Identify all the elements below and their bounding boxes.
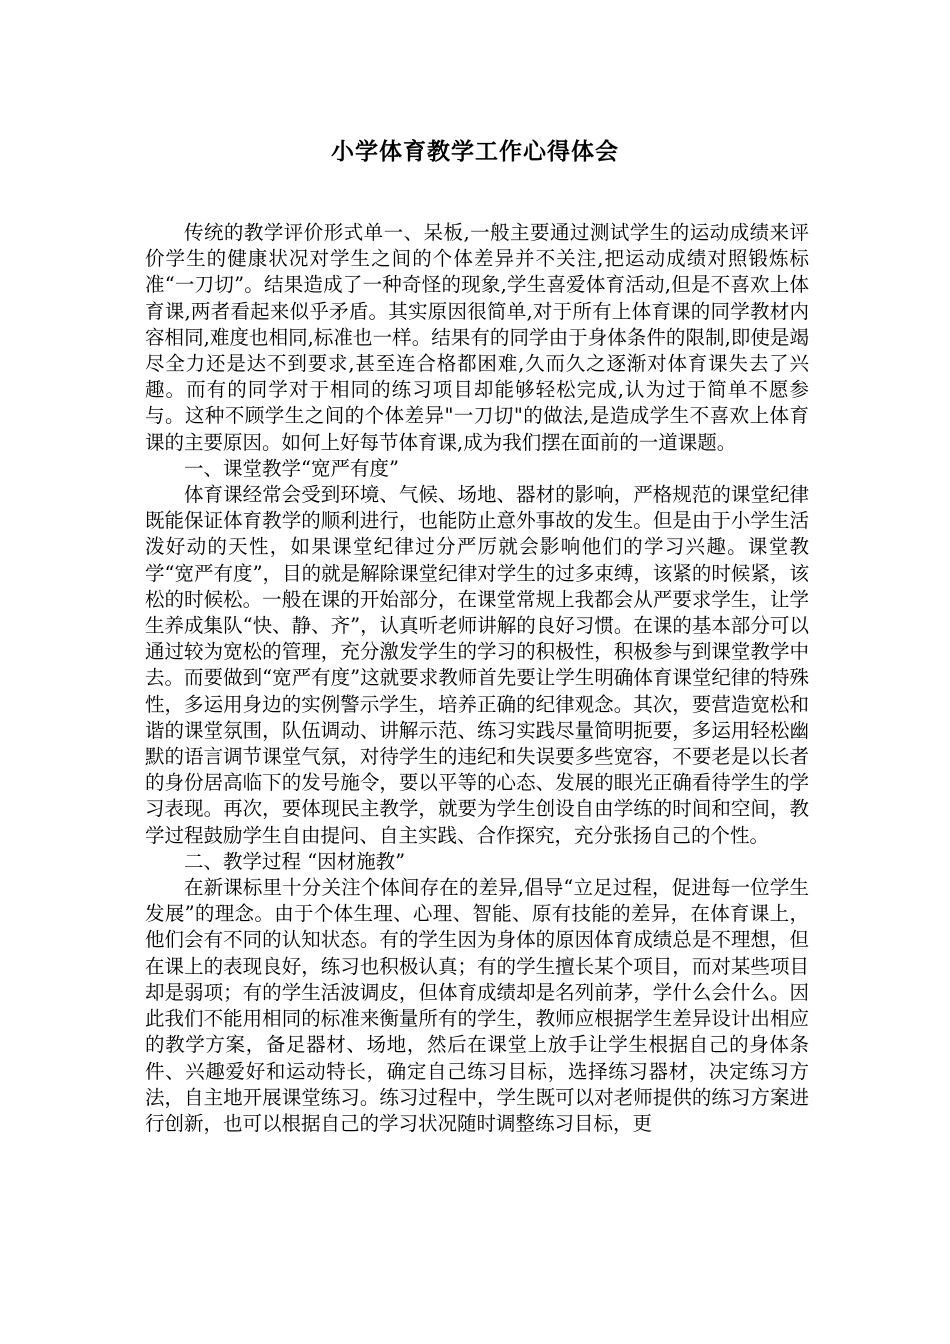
- section-heading-2: 二、教学过程 “因材施教”: [184, 849, 406, 873]
- document-title: 小学体育教学工作心得体会: [331, 139, 619, 165]
- paragraph-section-2: 在新课标里十分关注个体间存在的差异,倡导“立足过程，促进每一位学生发展”的理念。由于个体生理、心理、智能、原有技能的差异，在体育课上，他们会有不同的认知状态。有的学生因为身体的原因体育成绩总是不理想，但在课上的表现良好，练习也积极认真；有的学生擅长某个项目，而对某些项目却是弱项；有的学生活波调皮，但体育成绩却是名列前茅，学什么会什么。因此我们不能用相同的标准来衡量所有的学生，教师应根据学生差异设计出相应的教学方案，备足器材、场地，然后在课堂上放手让学生根据自己的身体条件、兴趣爱好和运动特长，确定自己练习目标，选择练习器材，决定练习方法，自主地开展课堂练习。练习过程中，学生既可以对老师提供的练习方案进行创新，也可以根据自己的学习状况随时调整练习目标，更: [145, 876, 809, 1135]
- paragraph-intro: 传统的教学评价形式单一、呆板,一般主要通过测试学生的运动成绩来评价学生的健康状况对学生之间的个体差异并不关注,把运动成绩对照锻炼标准“一刀切”。结果造成了一种奇怪的现象,学生喜爱体育活动,但是不喜欢上体育课,两者看起来似乎矛盾。其实原因很简单,对于所有上体育课的同学教材内容相同,难度也相同,标准也一样。结果有的同学由于身体条件的限制,即使是竭尽全力还是达不到要求,甚至连合格都困难,久而久之逐渐对体育课失去了兴趣。而有的同学对于相同的练习项目却能够轻松完成,认为过于简单不愿参与。这种不顾学生之间的个体差异"一刀切"的做法,是造成学生不喜欢上体育课的主要原因。如何上好每节体育课,成为我们摆在面前的一道课题。: [145, 221, 809, 454]
- section-heading-1: 一、课堂教学“宽严有度”: [184, 456, 399, 480]
- paragraph-section-1: 体育课经常会受到环境、气候、场地、器材的影响，严格规范的课堂纪律既能保证体育教学的顺利进行，也能防止意外事故的发生。但是由于小学生活泼好动的天性，如果课堂纪律过分严厉就会影响他们的学习兴趣。课堂教学“宽严有度”，目的就是解除课堂纪律对学生的过多束缚，该紧的时候紧，该松的时候松。一般在课的开始部分，在课堂常规上我都会从严要求学生，让学生养成集队“快、静、齐”，认真听老师讲解的良好习惯。在课的基本部分可以通过较为宽松的管理，充分激发学生的学习的积极性，积极参与到课堂教学中去。而要做到“宽严有度”这就要求教师首先要让学生明确体育课堂纪律的特殊性，多运用身边的实例警示学生，培养正确的纪律观念。其次，要营造宽松和谐的课堂氛围，队伍调动、讲解示范、练习实践尽量简明扼要，多运用轻松幽默的语言调节课堂气氛，对待学生的违纪和失误要多些宽容，不要老是以长者的身份居高临下的发号施令，要以平等的心态、发展的眼光正确看待学生的学习表现。再次，要体现民主教学，就要为学生创设自由学练的时间和空间，教学过程鼓励学生自由提问、自主实践、合作探究，充分张扬自己的个性。: [145, 483, 809, 847]
- document-body: [145, 220, 809, 1137]
